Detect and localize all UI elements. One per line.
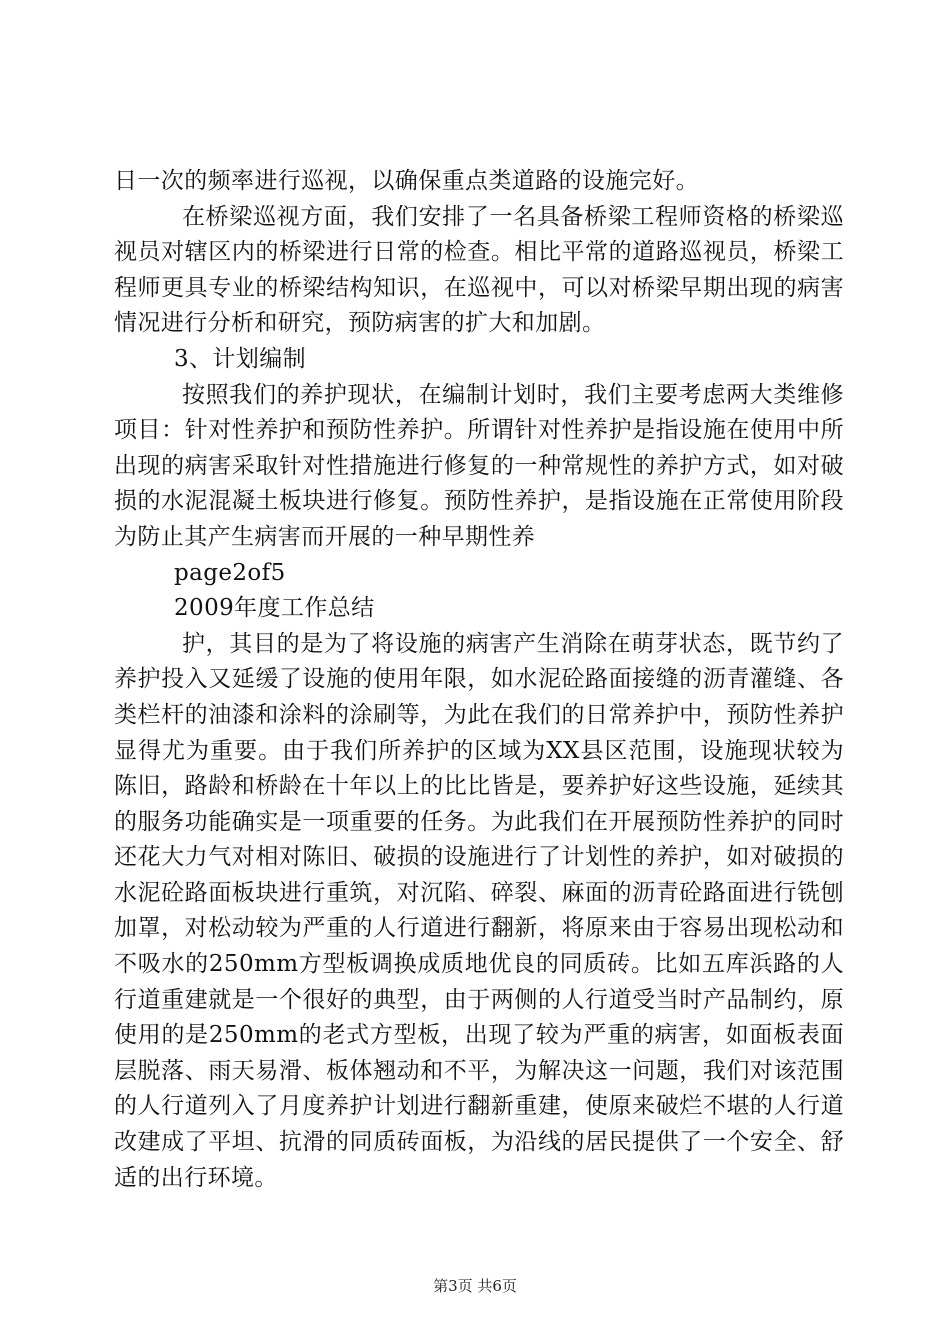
document-subtitle: 2009年度工作总结: [174, 595, 375, 622]
paragraph-plan-compilation: 按照我们的养护现状，在编制计划时，我们主要考虑两大类维修项目：针对性养护和预防性养护。所谓针对性养护是指设施在使用中所出现的病害采取针对性措施进行修复的一种常规性的养护方式，如对破损的水泥混凝土板块进行修复。预防性养护，是指设施在正常使用阶段为防止其产生病害而开展的一种早期性养: [114, 381, 844, 550]
page-footer: 第3页 共6页: [433, 1277, 517, 1295]
paragraph-preventive-maintenance: 护，其目的是为了将设施的病害产生消除在萌芽状态，既节约了养护投入又延缓了设施的使用年限，如水泥砼路面接缝的沥青灌缝、各类栏杆的油漆和涂料的涂刷等，为此在我们的日常养护中，预防性养护显得尤为重要。由于我们所养护的区域为XX县区范围，设施现状较为陈旧，路龄和桥龄在十年以上的比比皆是，要养护好这些设施，延续其的服务功能确实是一项重要的任务。为此我们在开展预防性养护的同时还花大力气对相对陈旧、破损的设施进行了计划性的养护，如对破损的水泥砼路面板块进行重筑，对沉陷、碎裂、麻面的沥青砼路面进行铣刨加罩，对松动较为严重的人行道进行翻新，将原来由于容易出现松动和不吸水的250mm方型板调换成质地优良的同质砖。比如五库浜路的人行道重建就是一个很好的典型，由于两侧的人行道受当时产品制约，原使用的是250mm的老式方型板，出现了较为严重的病害，如面板表面层脱落、雨天易滑、板体翘动和不平，为解决这一问题，我们对该范围的人行道列入了月度养护计划进行翻新重建，使原来破烂不堪的人行道改建成了平坦、抗滑的同质砖面板，为沿线的居民提供了一个安全、舒适的出行环境。: [114, 630, 844, 1191]
page-marker: page2of5: [174, 559, 286, 586]
document-body: [114, 164, 844, 1196]
paragraph-bridge-patrol: 在桥梁巡视方面，我们安排了一名具备桥梁工程师资格的桥梁巡视员对辖区内的桥梁进行日常的检查。相比平常的道路巡视员，桥梁工程师更具专业的桥梁结构知识，在巡视中，可以对桥梁早期出现的病害情况进行分析和研究，预防病害的扩大和加剧。: [114, 203, 844, 337]
section-heading-plan: 3、计划编制: [174, 345, 307, 372]
paragraph-patrol-frequency: 日一次的频率进行巡视，以确保重点类道路的设施完好。: [114, 168, 699, 194]
